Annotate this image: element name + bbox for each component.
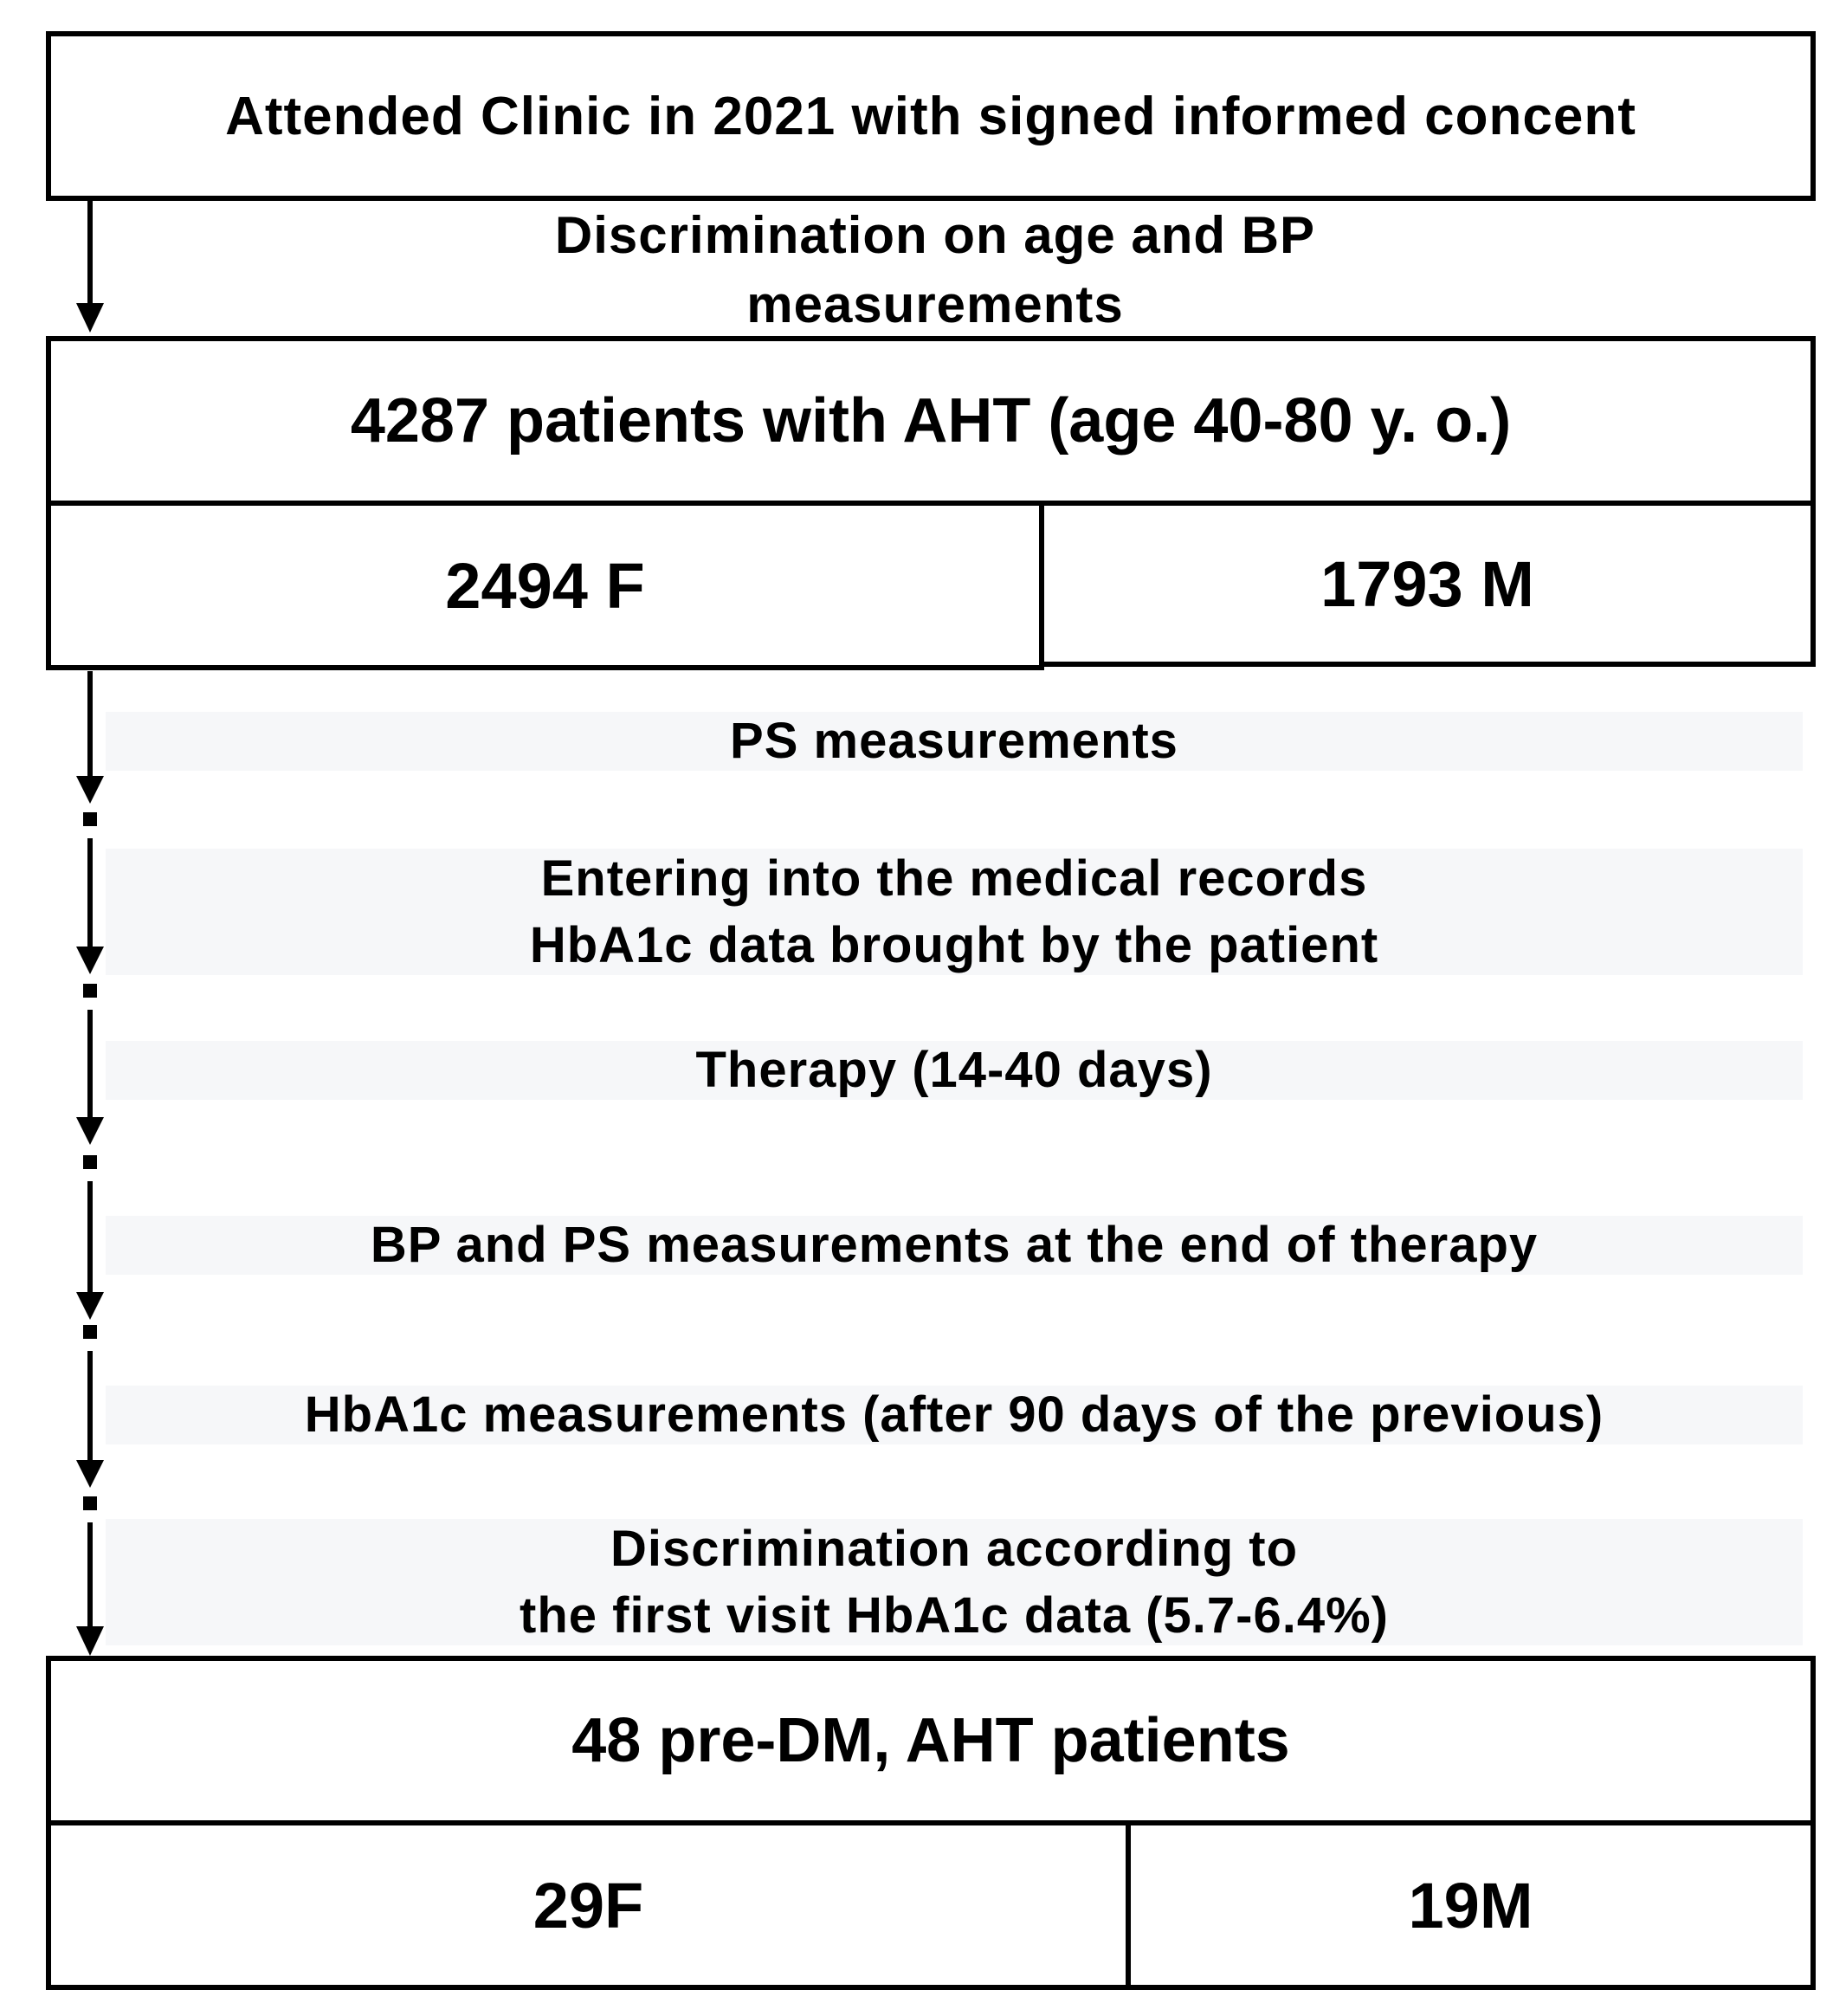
- hba1c-after-step: [106, 1386, 1803, 1444]
- arrow-to-prediabetes: [76, 1522, 104, 1656]
- male-count-label: 1793 M: [1320, 547, 1534, 620]
- hba1c-after-label: HbA1c measurements (after 90 days of the previous): [304, 1386, 1604, 1444]
- bp-ps-end-label: BP and PS measurements at the end of therapy: [370, 1217, 1539, 1274]
- arrow-to-ps: [76, 671, 104, 826]
- total-patients-box: [46, 336, 1816, 506]
- entering-records-step: [106, 849, 1803, 975]
- male-count-box: [1039, 501, 1816, 667]
- attended-clinic-label: Attended Clinic in 2021 with signed informed concent: [225, 86, 1636, 146]
- therapy-step: [106, 1041, 1803, 1100]
- bp-ps-end-step: [106, 1216, 1803, 1275]
- discrimination-hba1c-line2: the first visit HbA1c data (5.7-6.4%): [520, 1587, 1389, 1644]
- ps-measurements-label: PS measurements: [730, 713, 1178, 770]
- female-count-label: 2494 F: [445, 549, 645, 622]
- prediabetes-patients-box: [46, 1656, 1816, 1825]
- prediabetes-female-label: 29F: [532, 1869, 644, 1942]
- female-count-box: [46, 501, 1044, 670]
- arrow-to-hba1c-after: [76, 1351, 104, 1510]
- entering-records-line2: HbA1c data brought by the patient: [529, 917, 1379, 973]
- discrimination-age-bp-line2: measurements: [746, 275, 1124, 333]
- prediabetes-male-box: [1126, 1820, 1816, 1990]
- discrimination-hba1c-line1: Discrimination according to: [610, 1520, 1298, 1577]
- discrimination-age-bp-line1: Discrimination on age and BP: [554, 206, 1316, 264]
- arrow-to-therapy: [76, 1010, 104, 1169]
- prediabetes-patients-label: 48 pre-DM, AHT patients: [571, 1706, 1290, 1775]
- discrimination-age-bp-step: [260, 201, 1610, 339]
- prediabetes-male-label: 19M: [1408, 1869, 1533, 1942]
- therapy-label: Therapy (14-40 days): [695, 1042, 1213, 1099]
- attended-clinic-box: [46, 31, 1816, 201]
- arrow-attended-to-total: [76, 199, 104, 333]
- ps-measurements-step: [106, 712, 1803, 771]
- total-patients-label: 4287 patients with AHT (age 40-80 y. o.): [350, 386, 1512, 456]
- arrow-to-bp-ps-end: [76, 1181, 104, 1339]
- discrimination-hba1c-step: [106, 1519, 1803, 1645]
- entering-records-line1: Entering into the medical records: [540, 850, 1368, 907]
- prediabetes-female-box: [46, 1820, 1131, 1990]
- arrow-to-records: [76, 838, 104, 998]
